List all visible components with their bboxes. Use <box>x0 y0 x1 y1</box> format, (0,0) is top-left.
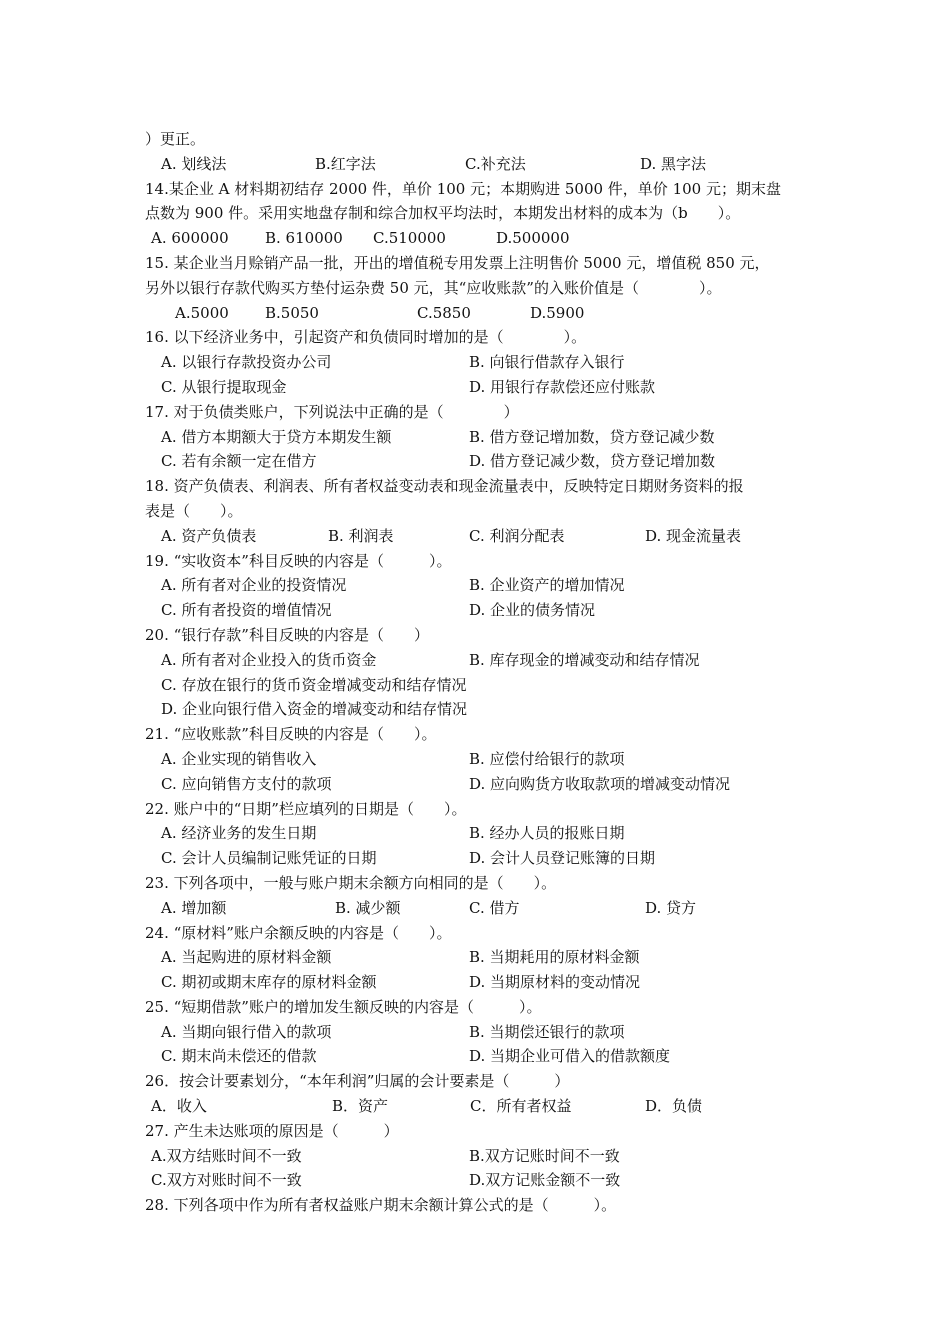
answer-option: A. 所有者对企业的投资情况 <box>161 576 347 595</box>
answer-option: D. 用银行存款偿还应付账款 <box>469 377 656 396</box>
answer-option: B.红字法 <box>315 154 376 173</box>
answer-option: D. 企业的债务情况 <box>469 601 596 620</box>
answer-option: C.5850 <box>417 303 471 322</box>
answer-option: D. 黑字法 <box>640 154 707 173</box>
answer-option: C．所有者权益 <box>470 1097 572 1116</box>
answer-option: D. 借方登记减少数，贷方登记增加数 <box>469 452 716 471</box>
options-row <box>145 226 825 251</box>
answer-option: A. 以银行存款投资办公司 <box>161 353 332 372</box>
line-text: 24. “原材料”账户余额反映的内容是（ ）。 <box>145 923 452 942</box>
answer-option: C. 会计人员编制记账凭证的日期 <box>161 849 377 868</box>
line-text: 15. 某企业当月赊销产品一批，开出的增值税专用发票上注明售价 5000 元，增值税 850 元， <box>145 253 770 272</box>
line-text: 22. 账户中的“日期”栏应填列的日期是（ ）。 <box>145 799 467 818</box>
options-row <box>145 598 825 623</box>
answer-option: B. 610000 <box>265 229 343 248</box>
options-row <box>145 1144 825 1169</box>
answer-option: A.双方结账时间不一致 <box>151 1146 302 1165</box>
options-row <box>145 1094 825 1119</box>
answer-option: D.双方记账金额不一致 <box>469 1171 621 1190</box>
options-row <box>145 350 825 375</box>
options-row <box>145 375 825 400</box>
answer-option: A．收入 <box>151 1097 207 1116</box>
line-text: 点数为 900 件。采用实地盘存制和综合加权平均法时，本期发出材料的成本为（b ）。 <box>145 204 741 223</box>
answer-option: B. 减少额 <box>335 898 401 917</box>
answer-option: A. 划线法 <box>161 154 227 173</box>
line-text: 26．按会计要素划分，“本年利润”归属的会计要素是（ ） <box>145 1072 570 1091</box>
question-text-line <box>145 722 825 747</box>
answer-option: B．资产 <box>332 1097 389 1116</box>
line-text: 14.某企业 A 材料期初结存 2000 件，单价 100 元；本期购进 5000 件，单价 100 元；期末盘 <box>145 179 781 198</box>
answer-option: B. 经办人员的报账日期 <box>469 824 625 843</box>
options-row <box>145 1044 825 1069</box>
line-text: 18. 资产负债表、利润表、所有者权益变动表和现金流量表中，反映特定日期财务资料的报 <box>145 477 744 496</box>
question-text-line <box>145 623 825 648</box>
line-text: 21. “应收账款”科目反映的内容是（ ）。 <box>145 725 437 744</box>
question-text-line <box>145 921 825 946</box>
answer-option: D．负债 <box>645 1097 703 1116</box>
question-text-line <box>145 797 825 822</box>
answer-option: C.510000 <box>373 229 446 248</box>
question-text-line <box>145 549 825 574</box>
options-row <box>145 449 825 474</box>
answer-option: C. 若有余额一定在借方 <box>161 452 317 471</box>
options-row <box>145 573 825 598</box>
answer-option: B. 借方登记增加数，贷方登记减少数 <box>469 427 715 446</box>
options-row <box>145 648 825 673</box>
options-row <box>145 425 825 450</box>
line-text: 20. “银行存款”科目反映的内容是（ ） <box>145 625 429 644</box>
line-text: 17. 对于负债类账户，下列说法中正确的是（ ） <box>145 402 519 421</box>
answer-option: D. 当期企业可借入的借款额度 <box>469 1047 671 1066</box>
options-row <box>145 152 825 177</box>
answer-option: B. 当期偿还银行的款项 <box>469 1022 625 1041</box>
answer-option: A. 借方本期额大于贷方本期发生额 <box>161 427 392 446</box>
options-row <box>145 772 825 797</box>
answer-option: B.双方记账时间不一致 <box>469 1146 620 1165</box>
options-row <box>145 821 825 846</box>
answer-option: C.双方对账时间不一致 <box>151 1171 302 1190</box>
answer-option: B. 应偿付给银行的款项 <box>469 749 625 768</box>
answer-option: C. 期末尚未偿还的借款 <box>161 1047 317 1066</box>
answer-option: C. 应向销售方支付的款项 <box>161 774 332 793</box>
answer-option: A. 资产负债表 <box>161 526 257 545</box>
options-row <box>145 524 825 549</box>
answer-option: A.5000 <box>175 303 229 322</box>
answer-option: C. 利润分配表 <box>469 526 565 545</box>
line-text: 16. 以下经济业务中，引起资产和负债同时增加的是（ ）。 <box>145 328 587 347</box>
answer-option: A. 所有者对企业投入的货币资金 <box>161 650 377 669</box>
options-row <box>145 747 825 772</box>
answer-option: D.500000 <box>496 229 570 248</box>
answer-option: C. 存放在银行的货币资金增减变动和结存情况 <box>161 675 467 694</box>
line-text: 25. “短期借款”账户的增加发生额反映的内容是（ ）。 <box>145 997 542 1016</box>
answer-option: A. 增加额 <box>161 898 227 917</box>
options-row <box>145 301 825 326</box>
question-text-line <box>145 1193 825 1218</box>
options-row <box>145 1168 825 1193</box>
answer-option: A. 当起购进的原材料金额 <box>161 948 332 967</box>
question-text-line <box>145 995 825 1020</box>
options-row <box>145 970 825 995</box>
question-text-line <box>145 127 825 152</box>
answer-option: A. 600000 <box>151 229 229 248</box>
answer-option: A. 当期向银行借入的款项 <box>161 1022 332 1041</box>
answer-option: C. 借方 <box>469 898 520 917</box>
question-text-line <box>145 474 825 499</box>
line-text: 另外以银行存款代购买方垫付运杂费 50 元，其“应收账款”的入账价值是（ ）。 <box>145 278 722 297</box>
answer-option: D. 企业向银行借入资金的增减变动和结存情况 <box>161 700 468 719</box>
answer-option: C. 期初或期末库存的原材料金额 <box>161 973 377 992</box>
answer-option: B. 库存现金的增减变动和结存情况 <box>469 650 700 669</box>
question-text-line <box>145 400 825 425</box>
question-text-line <box>145 325 825 350</box>
question-text-line <box>145 201 825 226</box>
answer-option: B.5050 <box>265 303 319 322</box>
answer-option: C. 所有者投资的增值情况 <box>161 601 332 620</box>
question-text-line <box>145 499 825 524</box>
line-text: 表是（ ）。 <box>145 501 243 520</box>
line-text: 27. 产生未达账项的原因是（ ） <box>145 1121 399 1140</box>
question-text-line <box>145 1069 825 1094</box>
question-text-line <box>145 871 825 896</box>
options-row <box>145 673 825 698</box>
answer-option: D. 贷方 <box>645 898 697 917</box>
answer-option: D. 当期原材料的变动情况 <box>469 973 641 992</box>
answer-option: D. 会计人员登记账簿的日期 <box>469 849 656 868</box>
answer-option: A. 企业实现的销售收入 <box>161 749 317 768</box>
answer-option: D. 应向购货方收取款项的增减变动情况 <box>469 774 731 793</box>
answer-option: C.补充法 <box>465 154 526 173</box>
question-text-line <box>145 276 825 301</box>
line-text: 23. 下列各项中，一般与账户期末余额方向相同的是（ ）。 <box>145 873 557 892</box>
options-row <box>145 945 825 970</box>
options-row <box>145 697 825 722</box>
question-text-line <box>145 251 825 276</box>
options-row <box>145 846 825 871</box>
answer-option: D. 现金流量表 <box>645 526 742 545</box>
line-text: 19. “实收资本”科目反映的内容是（ ）。 <box>145 551 452 570</box>
line-text: ）更正。 <box>145 130 206 148</box>
answer-option: B. 当期耗用的原材料金额 <box>469 948 640 967</box>
answer-option: B. 利润表 <box>328 526 394 545</box>
answer-option: B. 向银行借款存入银行 <box>469 353 625 372</box>
question-text-line <box>145 177 825 202</box>
document-page <box>145 127 825 1218</box>
options-row <box>145 896 825 921</box>
answer-option: B. 企业资产的增加情况 <box>469 576 625 595</box>
answer-option: A. 经济业务的发生日期 <box>161 824 317 843</box>
line-text: 28. 下列各项中作为所有者权益账户期末余额计算公式的是（ ）。 <box>145 1196 617 1215</box>
answer-option: D.5900 <box>530 303 585 322</box>
options-row <box>145 1020 825 1045</box>
answer-option: C. 从银行提取现金 <box>161 377 287 396</box>
question-text-line <box>145 1119 825 1144</box>
